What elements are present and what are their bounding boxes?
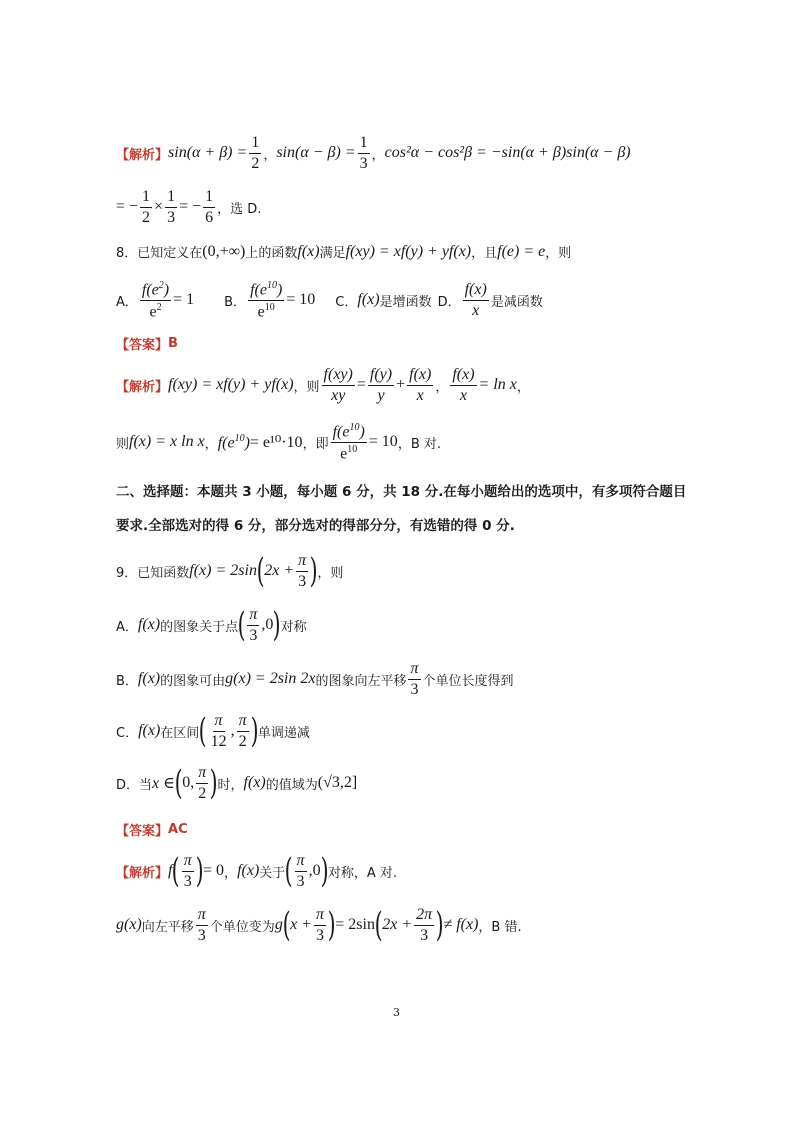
fraction-half: $\frac{1}{2}$ (251, 134, 260, 172)
option-b-fraction: $\frac{f(e^{10})}{e^{10}}$ (250, 280, 283, 321)
frac-pi-3: $\frac{\pi}{3}$ (249, 606, 258, 644)
page-number: 3 (393, 1006, 400, 1019)
answer-8 (116, 334, 178, 353)
frac-fe10: $\frac{f(e^{10})}{e^{10}}$ (332, 422, 365, 463)
frac-pi-12: $\frac{\pi}{12}$ (210, 712, 227, 750)
option-d-text: 时， (217, 777, 244, 793)
option-a-fraction: $\frac{f(e^2)}{e^2}$ (141, 280, 170, 321)
cos-diff-eq: cos²α − cos²β = −sin(α + β)sin(α − β) (384, 144, 631, 162)
option-d-text: 的值域为 (265, 777, 318, 793)
eq-2sin: = 2sin (335, 916, 375, 934)
eq-lnx: = ln x (478, 376, 517, 394)
option-d-label: D． (437, 294, 461, 310)
question-9-option-d: D．当 x ∈ ( 0, $\frac{\pi}{2}$ ) 时， f(x) 的值域为 (√3,2] (116, 763, 358, 804)
a-correct: 对称，A 对. (327, 865, 397, 881)
option-c-label: C． (116, 725, 139, 741)
a8-ie: ，即 (302, 436, 329, 452)
option-a-label: A． (116, 619, 138, 635)
option-d-text: 是减函数 (490, 294, 543, 310)
about: 关于 (259, 865, 286, 881)
frac-pi-3: $\frac{\pi}{3}$ (298, 552, 307, 590)
option-b-label: B． (224, 294, 247, 310)
frac-fy: $\frac{f(y)}{y}$ (369, 366, 393, 404)
q9-text: 9．已知函数 (116, 565, 190, 581)
fraction-sixth: $\frac{1}{6}$ (205, 188, 214, 226)
section-2-heading-line1: 二、选择题：本题共 3 小题，每小题 6 分，共 18 分.在每小题给出的选项中，有多项符合题目 (116, 484, 687, 500)
frac-pi-2: $\frac{\pi}{2}$ (238, 712, 247, 750)
frac-pi-2: $\frac{\pi}{2}$ (198, 764, 207, 802)
option-c-text: 是增函数 (379, 294, 432, 310)
analysis-9-line2: g(x) 向左平移 $\frac{\pi}{3}$ 个单位变为 g ( x + $\frac{\pi}{3}$ ) = 2sin ( 2x + $\frac{2\pi}{3}$ ) ≠ f(x) ，B 错. (116, 905, 522, 946)
frac-pi-3: $\frac{\pi}{3}$ (296, 852, 305, 890)
q8-fe: f(e) = e (497, 242, 546, 260)
shift-left: 向左平移 (141, 919, 194, 935)
option-b-text: 个单位长度得到 (422, 673, 514, 689)
choose-d: ，选 D. (217, 201, 262, 217)
fraction-third: $\frac{1}{3}$ (359, 134, 368, 172)
option-c-fx: f(x) (357, 291, 380, 309)
question-8-stem (116, 242, 571, 261)
option-a-text: 的图象关于点 (160, 619, 239, 635)
option-d-fraction: $\frac{f(x)}{x}$ (464, 281, 487, 319)
gx-eq: g(x) = 2sin 2x (225, 670, 316, 688)
a8-b-correct: ，B 对. (397, 436, 441, 452)
frac-fx: $\frac{f(x)}{x}$ (452, 366, 475, 404)
separator: ， (263, 147, 277, 163)
fx: f(x) (237, 862, 260, 880)
analysis-7-line2: = − $\frac{1}{2}$ × $\frac{1}{3}$ = − $\frac{1}{6}$ ，选 D. (116, 188, 262, 226)
frac-pi-3: $\frac{\pi}{3}$ (315, 906, 324, 944)
becomes: 个单位变为 (209, 919, 275, 935)
q9-eq: f(x) = 2sin (189, 562, 257, 580)
question-9-stem: 9．已知函数 f(x) = 2sin ( 2x + $\frac{\pi}{3}$ ) ，则 (116, 551, 344, 592)
analysis-8-line2: 则 f(x) = x ln x ， $f(e^{10})$ = e¹⁰·10 ，即 $\frac{f(e^{10})}{e^{10}}$ = 10 ，B 对. (116, 422, 441, 463)
q8-text: 满足 (319, 246, 346, 261)
question-9-option-c: C． f(x) 在区间 ( $\frac{\pi}{12}$ , $\frac{\pi}{2}$ ) 单调递减 (116, 711, 310, 752)
option-b-label: B． (116, 673, 138, 689)
question-8-options (116, 280, 543, 321)
gx: g(x) (116, 916, 142, 934)
fraction-third: $\frac{1}{3}$ (167, 188, 176, 226)
answer-9 (116, 820, 188, 839)
analysis-label: 【解析】 (116, 865, 169, 881)
option-c-label: C． (335, 294, 358, 310)
a8-eq: f(xy) = xf(y) + yf(x) (168, 376, 294, 394)
a8-then2: 则 (116, 436, 130, 452)
ne-fx: ≠ f(x) (443, 916, 479, 934)
q8-fx: f(x) (297, 242, 320, 260)
q8-text: ，且 (471, 246, 498, 261)
option-b-text: 的图象可由 (160, 673, 226, 689)
fx: f(x) (138, 722, 161, 740)
answer-value: B (168, 336, 178, 351)
option-b-eq: = 10 (286, 291, 316, 309)
q9-arg: 2x + (264, 562, 295, 580)
option-d-label: D．当 (116, 777, 153, 793)
answer-value: AC (168, 822, 188, 837)
a8-eq10: = 10 (368, 433, 398, 451)
answer-label: 【答案】 (116, 338, 169, 353)
q8-text: 上的函数 (245, 246, 298, 261)
question-9-option-a: A． f(x) 的图象关于点 ( $\frac{\pi}{3}$ ,0 ) 对称 (116, 605, 307, 646)
frac-pi-3: $\frac{\pi}{3}$ (183, 852, 192, 890)
option-c-text: 在区间 (160, 725, 200, 741)
analysis-7-line1 (116, 134, 631, 172)
frac-2pi-3: $\frac{2\pi}{3}$ (416, 906, 433, 944)
option-a-label: A． (116, 294, 138, 310)
range: (√3,2] (317, 774, 358, 792)
fx: f(x) (137, 670, 161, 688)
option-c-text: 单调递减 (257, 725, 310, 741)
option-a-eq: = 1 (173, 291, 195, 309)
q8-domain: (0,+∞) (202, 242, 246, 260)
sin-diff-eq: sin(α − β) = (276, 144, 356, 162)
option-b-text: 的图象向左平移 (315, 673, 407, 689)
plus: + (396, 376, 406, 394)
eq-zero: = 0 (203, 862, 225, 880)
a8-fe10: = e¹⁰·10 (249, 434, 303, 452)
answer-label: 【答案】 (116, 824, 169, 839)
frac-pi-3: $\frac{\pi}{3}$ (197, 906, 206, 944)
x-in: x ∈ (152, 775, 175, 793)
sin-sum-eq: sin(α + β) = (168, 144, 248, 162)
frac-pi-3: $\frac{\pi}{3}$ (410, 660, 419, 698)
fx: f(x) (137, 616, 161, 634)
separator: ， (371, 147, 385, 163)
fraction-half: $\frac{1}{2}$ (142, 188, 151, 226)
analysis-label: 【解析】 (116, 147, 169, 163)
analysis-9-line1: 【解析】 f ( $\frac{\pi}{3}$ ) = 0 ， f(x) 关于 ( $\frac{\pi}{3}$ ,0 ) 对称，A 对. (116, 851, 397, 892)
q8-eq: f(xy) = xf(y) + yf(x) (345, 242, 472, 260)
fx: f(x) (243, 774, 266, 792)
sep: ， (224, 865, 238, 881)
q8-text: 8．已知定义在 (116, 246, 203, 261)
a8-fx-xlnx: f(x) = x ln x (129, 433, 205, 451)
analysis-label: 【解析】 (116, 379, 169, 395)
analysis-8-line1: 【解析】 f(xy) = xf(y) + yf(x) ，则 $\frac{f(xy)}{xy}$ = $\frac{f(y)}{y}$ + $\frac{f(x)}{x}$ ， $\frac{f(x)}{x}$ = ln x ， (116, 366, 530, 404)
section-2-heading-line2: 要求.全部选对的得 6 分，部分选对的得部分分，有选错的得 0 分. (116, 518, 515, 534)
arg: 2x + (382, 916, 413, 934)
q8-text: ，则 (545, 246, 572, 261)
frac-fxy: $\frac{f(xy)}{xy}$ (323, 366, 353, 404)
a8-then: ，则 (293, 379, 320, 395)
question-9-option-b (116, 660, 514, 698)
q9-then: ，则 (317, 565, 344, 581)
frac-fx: $\frac{f(x)}{x}$ (409, 366, 432, 404)
option-a-text: 对称 (280, 619, 307, 635)
b-wrong: ，B 错. (478, 919, 522, 935)
